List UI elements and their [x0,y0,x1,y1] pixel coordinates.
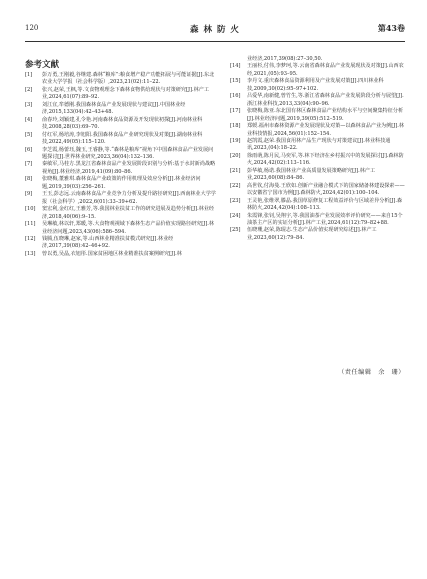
reference-item [25,176,218,191]
reference-item [25,236,218,251]
reference-item [230,123,406,138]
reference-item [25,251,218,258]
reference-item [230,108,406,123]
reference-text: 彭华敏,杨诺.我国林业产业高质量发展策略研究[J].林产工业,2023,60(08):84–86. [247,167,376,182]
reference-number: [5] [25,131,33,138]
reference-item [25,206,218,221]
reference-number: [20] [230,152,241,159]
reference-text: 业经济,2017,39(08):27–30,50. [247,56,323,62]
reference-number: [9] [25,191,33,198]
reference-number: [23] [230,197,241,204]
reference-item [25,147,218,162]
reference-number: [3] [25,101,33,108]
reference-number: [19] [230,137,241,144]
reference-item [25,132,218,147]
reference-item [25,102,218,117]
reference-item [25,87,218,102]
reference-number: [8] [25,176,33,183]
reference-number: [17] [230,108,241,115]
reference-item [25,117,218,132]
reference-text: 李芝霞,杨蕾珏,魏玉,王睿静,等.“森林是粮库”视角下中国森林食品产业发展问题探讨[J].世界林业研究,2023,36(04):132–136. [42,146,214,160]
reference-item [230,153,406,168]
reference-text: 俞春玲,刘颖建,孔令艳.河南森林食品资源及开发现状初探[J].河南林业科技,2008,28(03):69–70. [42,116,203,131]
reference-text: 张晓梅,董雅琪.森林食品产业政策的作用机理及效应分析[J].林业经济问题,2019,39(03):256–261. [42,176,201,190]
reference-text: 钱腾,伍晓琳,赵家,等.山西林业精准扶贫模式研究[J].林业经济,2017,39(08):42–46+92. [42,235,174,250]
reference-text: 赵凯霞,赵荣.我国食用林产品生产现状与对策建议[J].林业科技通讯,2023,(04):18–22. [247,137,391,152]
volume-number: 第43卷 [377,23,405,33]
reference-number: [1] [25,72,33,78]
reference-text: 窦宏利,金红红,王雅芳,等.我国林业扶贫工作的研究进展及趋势分析[J].林业经济,2018,40(06):9–15. [42,206,215,220]
reference-item [230,213,406,228]
reference-text: 秦敏军,马桂方.黑龙江省森林食品产业发展阶段识别与分析:基于水封新尚战略视角[J].林业经济,2019,41(09):80–86. [42,161,216,175]
page-number: 120 [25,24,39,32]
reference-text: 王玉,彭志远.云南森林食品产业竞争力分析及提升路径研究[J].西南林业大学学报（社会科学）,2022,6(01):33–39+62. [42,191,216,205]
journal-name: 森 林 防 火 [190,25,240,35]
reference-item [230,63,406,78]
reference-text: 王灵艳,张维翠,滕晶.我国草原修复工程效益评价与区域差异分析[J].森林防火,2024,42(04):108–113. [247,197,403,212]
reference-item [230,78,406,93]
reference-number: [12] [25,235,36,242]
reference-item [230,227,406,242]
reference-item [25,221,218,236]
reference-number: [2] [25,86,33,93]
header-rule [25,41,405,42]
references-title: 参考文献 [25,60,60,70]
reference-number: [6] [25,146,33,153]
reference-number: [13] [25,250,36,257]
reference-text: 李丹文.重庆森林食品资源利用及产业发展对策[J].四川林业科技,2009,30(02):95–97+102. [247,78,384,92]
editor-signature: （责任编辑 余 珊） [338,369,405,376]
reference-item [230,198,406,213]
reference-text: 彭万勇,王刚毅,谷继建.森林“粮库”:粮食增产稳产功能拓展与可能证据[J].东北农业大学学报（社会科学版）,2023,21(02):11–22. [42,72,215,86]
reference-item [230,168,406,183]
reference-text: 曾以勇,吴晶,衣旭彤.国家贫困地区林业精准扶贫案例研究[J].林 [42,250,182,257]
reference-item [25,72,218,87]
reference-number: [18] [230,123,241,130]
reference-number: [11] [25,221,36,228]
reference-item [230,138,406,153]
reference-item [25,191,218,206]
reference-number: [25] [230,227,241,234]
reference-number: [16] [230,93,241,100]
reference-text: 付红军,杨培涛,李旭阳.我国森林食品产业研究现状及对策[J].湖南林业科技,2022,49(05):115–120. [42,131,203,146]
reference-text: 刘江宜,牟德刚.我国森林食品产业发展现状与建议[J].中国林业经济,2015,133(04):42–43+48. [42,101,186,116]
references-right-column [230,56,406,242]
reference-number: [7] [25,161,33,168]
reference-item [230,183,406,198]
reference-text: 伍晓珊,赵荣,陈琨志.生态产品价值实现研究综述[J].林产工业,2023,60(12):79–84. [247,227,377,241]
reference-number: [22] [230,182,241,189]
reference-item [230,93,406,108]
page-header [25,24,405,36]
reference-text: 张兴,赵荣,王枫,等.文食物观理念下森林食物供给现状与对策研究[J].林产工业,2024,61(07):89–92. [42,86,209,101]
reference-text: 吕爱华,南新健,曾竹生,等.浙江省森林食品产业发展阶段分析与展望[J].浙江林业科技,2013,33(04):90–96. [247,93,404,107]
reference-number: [4] [25,116,33,123]
reference-text: 郑媛.福州市森林资源产业发展现状及对策—以森林食品产业为例[J].林业科技情报,2024,56(01):152–154. [247,123,404,137]
reference-text: 张晓梅,陈亚.东北国有林区森林食品产业结构水平与空间聚集特征分析[J].林业经济问题,2019,39(05):512–519. [247,108,404,122]
reference-number: [14] [230,63,241,70]
reference-text: 吴琳敏,林以轩,郑暖,等.大食物观视域下森林生态产品价值实现路径研究[J].林业经济问题,2023,43(06):586–594. [42,221,215,235]
references-left-column [25,72,218,258]
reference-text: 王丽杉,付伟,李梦珂,等.云南省森林食品产业发展现状及对策[J].山西农经,2021,(05):93–95. [247,63,404,77]
reference-item [25,161,218,176]
reference-number: [10] [25,206,36,213]
reference-text: 徐雨萌,陈月民,马奕军,等.林下经济在乡村振兴中的发展探讨[J].森林防火,2024,42(02):113–116. [247,152,404,167]
reference-text: 高世钦,付海曼.王欣如.创新产业融合模式下的国家储备林建设探索——以安徽省宁国市为例[J].森林防火,2024,42(01):100–104. [247,182,405,197]
reference-number: [24] [230,212,241,219]
reference-number: [21] [230,167,241,174]
reference-text: 朱霞锋,张钊,吴翔宇,等.我国油茶产业发展效率评价研究——来自15个油茶主产区的实证分析[J].林产工业,2024,61(12):79–82+88. [247,212,403,226]
reference-number: [15] [230,78,241,85]
